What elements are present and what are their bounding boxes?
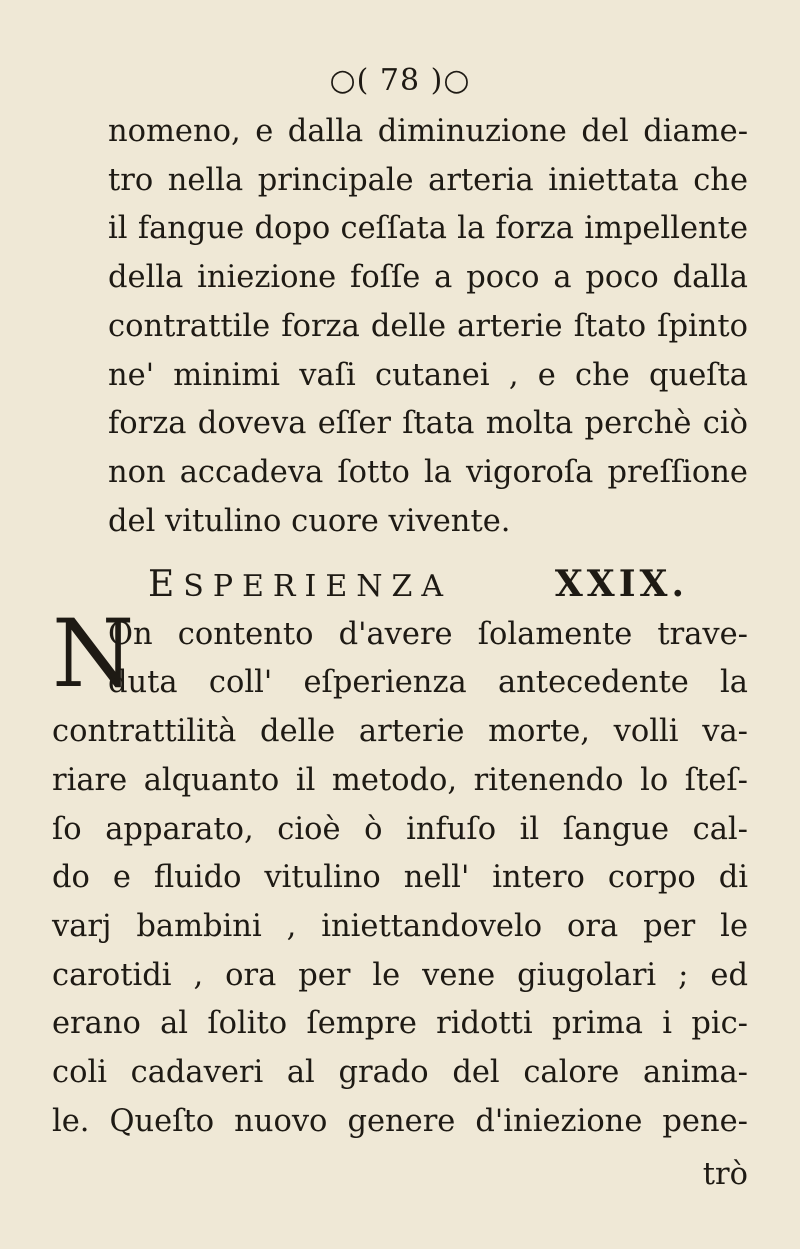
section-heading-word-rest: SPERIENZA — [183, 569, 453, 604]
text-line: tro nella principale arteria iniettata che — [108, 163, 748, 198]
page-number-header: ○( 78 )○ — [329, 63, 471, 98]
section-heading — [148, 563, 688, 605]
text-line: coli cadaveri al grado del calore anima- — [52, 1055, 748, 1090]
text-line: forza doveva eſſer ſtata molta perchè ciò — [108, 406, 748, 441]
text-line: On contento d'avere ſolamente trave- — [108, 617, 748, 652]
text-line: varj bambini , iniettandovelo ora per le — [52, 909, 748, 944]
text-line: ne' minimi vaſi cutanei , e che queſta — [108, 358, 748, 393]
text-line: contrattilità delle arterie morte, volli va- — [52, 714, 748, 749]
section-heading-initial: E — [148, 564, 184, 605]
text-line: contrattile forza delle arterie ſtato ſpinto — [108, 309, 748, 344]
text-line: riare alquanto il metodo, ritenendo lo ſteſ- — [52, 763, 748, 798]
section-heading-word — [148, 564, 453, 605]
text-line: della iniezione foſſe a poco a poco dalla — [108, 260, 748, 295]
text-line: erano al ſolito ſempre ridotti prima i pic- — [52, 1006, 748, 1041]
text-line: duta coll' eſperienza antecedente la — [108, 665, 748, 700]
text-line: le. Queſto nuovo genere d'iniezione pene- — [52, 1104, 748, 1139]
text-line: carotidi , ora per le vene giugolari ; ed — [52, 958, 748, 993]
catchword: trò — [702, 1157, 748, 1192]
text-line: ſo apparato, cioè ò infuſo il ſangue cal- — [52, 812, 748, 847]
section-heading-numeral: XXIX. — [554, 563, 688, 605]
text-line: del vitulino cuore vivente. — [108, 504, 511, 539]
drop-cap: N — [52, 600, 135, 709]
text-line: nomeno, e dalla diminuzione del diame- — [108, 114, 748, 149]
text-line: do e fluido vitulino nell' intero corpo di — [52, 860, 748, 895]
text-line: non accadeva ſotto la vigoroſa preſſione — [108, 455, 748, 490]
text-line: il fangue dopo ceſſata la forza impellente — [108, 211, 748, 246]
